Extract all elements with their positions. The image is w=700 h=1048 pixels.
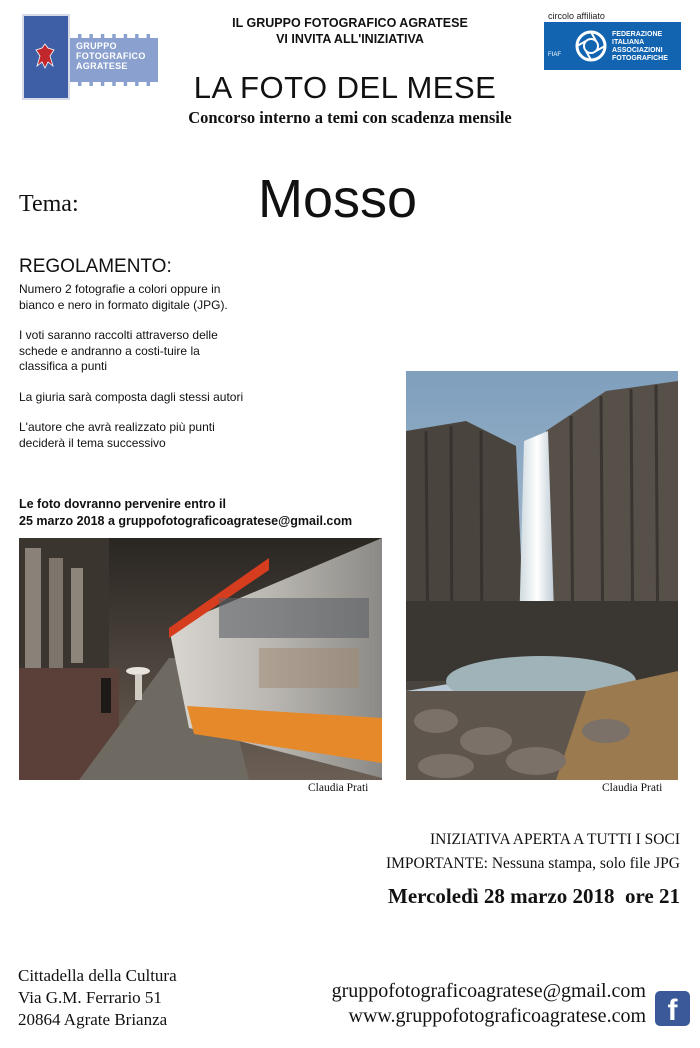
page-title: LA FOTO DEL MESE [193,70,497,105]
right-photo-credit: Claudia Prati [602,782,663,794]
header-line-2: VI INVITA ALL'INIZIATIVA [276,32,424,46]
theme-label: Tema: [19,191,79,217]
theme-value: Mosso [258,169,418,229]
venue-address: Cittadella della Cultura Via G.M. Ferrario 51 20864 Agrate Brianza [18,966,177,1029]
fiaf-text: FEDERAZIONE ITALIANA ASSOCIAZIONI FOTOGRAFICHE [612,31,668,62]
rules-title: REGOLAMENTO: [19,256,172,277]
fiaf-emblem-icon [574,29,608,63]
header-line-1: IL GRUPPO FOTOGRAFICO AGRATESE [232,16,468,30]
rule-item: La giuria sarà composta dagli stessi autori [19,389,244,404]
page-subtitle: Concorso interno a temi con scadenza mensile [188,108,512,127]
lion-icon [32,42,58,70]
rule-item: Numero 2 fotografie a colori oppure in bianco e nero in formato digitale (JPG). [19,282,228,312]
info-line-2: IMPORTANTE: Nessuna stampa, solo file JPG [385,855,680,872]
facebook-icon[interactable]: f [655,991,690,1026]
rule-item: I voti saranno raccolti attraverso delle schede e andranno a costi-tuire la classifica a punti [19,328,218,373]
contact-website[interactable]: www.gruppofotograficoagratese.com [348,1005,646,1027]
rules-list [19,282,249,466]
deadline-notice: Le foto dovranno pervenire entro il 25 marzo 2018 a gruppofotograficoagratese@gmail.com [19,497,353,528]
logo-text: GRUPPO FOTOGRAFICO AGRATESE [76,41,146,71]
left-photo-credit: Claudia Prati [308,782,369,794]
fiaf-logo [544,22,681,70]
tram-photo [19,538,382,780]
fiaf-badge-text: FIAF [548,52,561,58]
rule-item: L'autore che avrà realizzato più punti deciderà il tema successivo [19,420,215,450]
affiliate-label: circolo affiliato [548,11,605,21]
event-date: Mercoledì 28 marzo 2018 ore 21 [388,884,680,908]
waterfall-photo [406,371,678,780]
contact-email[interactable]: gruppofotograficoagratese@gmail.com [331,980,646,1002]
info-line-1: INIZIATIVA APERTA A TUTTI I SOCI [430,831,680,848]
